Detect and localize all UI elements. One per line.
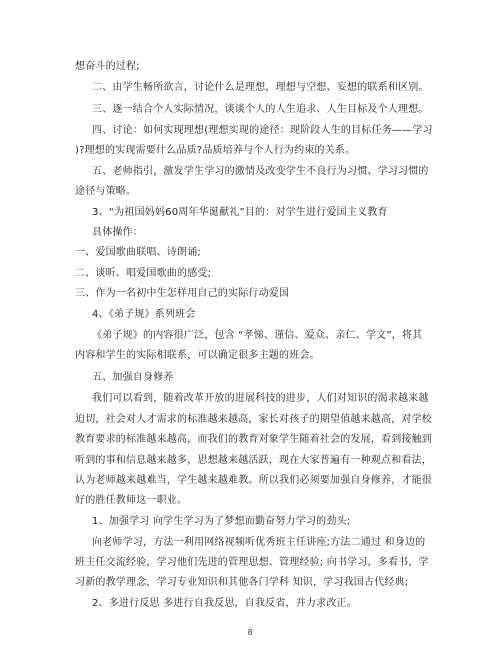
text-line: 五、加强自身修养 bbox=[92, 372, 174, 383]
text-line: 习新的教学理念，学习专业知识和其他各门学科 知识，学习我国古代经典; bbox=[75, 577, 409, 588]
text-line: 四、讨论：如何实现理想(理想实现的途径：现阶段人生的目标任务——学习 bbox=[92, 125, 433, 136]
text-line: 班主任交流经验，学习他们先进的管理思想、管理经验; 向书学习，多看书，学 bbox=[75, 557, 429, 568]
text-line: 我们可以看到，随着改革开放的进展科技的进步，人们对知识的渴求越来越 bbox=[92, 393, 429, 404]
text-line: 1、加强学习 向学生学习为了梦想而勤奋努力学习的劲头; bbox=[92, 516, 351, 527]
text-line: 二、由学生畅所欲言，讨论什么是理想，理想与空想、妄想的联系和区别。 bbox=[92, 82, 429, 93]
text-line: 五、老师指引，激发学生学习的激情及改变学生不良行为习惯、学习习惯的 bbox=[92, 166, 429, 177]
text-line: 想奋斗的过程; bbox=[75, 61, 140, 72]
text-line: 途径与策略。 bbox=[75, 186, 137, 197]
text-line: 向老师学习，方法一利用网络视频听优秀班主任讲座;方法二通过 和身边的 bbox=[92, 537, 426, 548]
text-line: 3、“为祖国妈妈60周年华诞献礼”目的：对学生进行爱国主义教育 bbox=[92, 207, 388, 218]
text-line: 具体操作： bbox=[92, 227, 143, 238]
text-line: 听到的事和信息越来越多，思想越来越活跃，现在大家普遍有一种观点和看法， bbox=[75, 455, 432, 466]
text-line: 内容和学生的实际相联系，可以确定很多主题的班会。 bbox=[75, 350, 320, 361]
text-line: 好的胜任教师这一职业。 bbox=[75, 495, 188, 506]
text-line: )?理想的实现需要什么品质?品质培养与个人行为约束的关系。 bbox=[75, 145, 356, 156]
text-line: 《弟子规》的内容很广泛，包含 “孝悌、谨信、爱众、亲仁、学文”，将其 bbox=[92, 330, 423, 341]
text-line: 一、爱国歌曲联唱、诗朗诵; bbox=[75, 247, 201, 258]
text-line: 2、多进行反思 多进行自我反思，自我反省，并力求改正。 bbox=[92, 598, 357, 609]
page-number: 8 bbox=[247, 628, 253, 637]
text-line: 4、《弟子规》系列班会 bbox=[92, 309, 196, 320]
text-line: 二、谈昕、唱爱国歌曲的感受; bbox=[75, 268, 212, 279]
text-line: 迫切，社会对人才需求的标准越来越高，家长对孩子的期望值越来越高，对学校 bbox=[75, 414, 432, 425]
text-line: 三、逐一结合个人实际情况，谈谈个人的人生追求、人生目标及个人理想。 bbox=[92, 104, 429, 115]
text-line: 三、作为一名初中生怎样用自己的实际行动爱国 bbox=[75, 288, 290, 299]
text-line: 认为老师越来越难当，学生越来越难教。所以我们必须要加强自身修养，才能很 bbox=[75, 475, 432, 486]
text-line: 教育要求的标准越来越高，而我们的教育对象学生随着社会的发展，看到接触到 bbox=[75, 434, 432, 445]
